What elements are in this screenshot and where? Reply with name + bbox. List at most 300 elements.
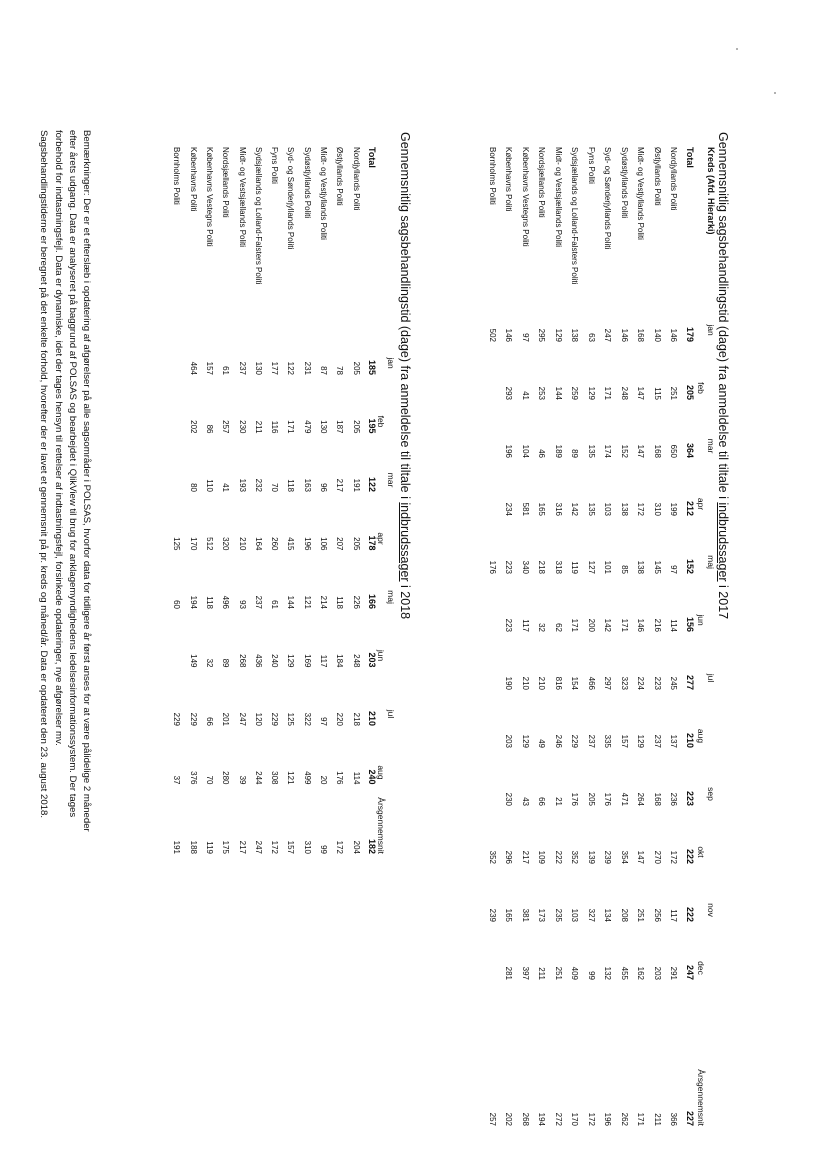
- value-cell: 364: [685, 442, 695, 458]
- remarks-line: efter årets udgang. Data er analyseret på baggrund af POLSAS og bearbejdet i QlikView til brug for anklagemyndighedens ledelsesinformationssystem. Der tages: [66, 130, 78, 818]
- value-cell: 297: [603, 676, 613, 690]
- title-post: i 2018: [398, 581, 412, 620]
- district-row-label: Bornholms Politi: [172, 147, 182, 205]
- value-cell: 237: [587, 734, 596, 748]
- value-cell: 205: [351, 537, 361, 551]
- annual-average-cell: 196: [603, 1112, 613, 1126]
- value-cell: 237: [653, 734, 662, 748]
- value-cell: 139: [587, 850, 596, 864]
- value-cell: 157: [620, 734, 629, 748]
- value-cell: 251: [669, 386, 679, 400]
- value-cell: 295: [537, 328, 547, 342]
- table-2018-title: [398, 132, 412, 619]
- value-cell: 122: [367, 476, 377, 492]
- value-cell: 118: [335, 596, 345, 609]
- annual-average-cell: 188: [188, 840, 198, 854]
- value-cell: 177: [270, 361, 280, 375]
- value-cell: 200: [587, 618, 596, 632]
- value-cell: 152: [685, 558, 695, 574]
- value-cell: 496: [221, 595, 231, 609]
- value-cell: 117: [521, 619, 530, 632]
- value-cell: 89: [570, 449, 580, 458]
- value-cell: 231: [302, 361, 312, 375]
- value-cell: 171: [286, 420, 296, 434]
- month-header-feb: feb: [376, 415, 386, 428]
- month-header-mar: mar: [386, 472, 396, 488]
- title-link-word: indbrudssager: [398, 502, 412, 582]
- district-row-label: Midt- og Vestjyllands Politi: [319, 147, 329, 240]
- title-post: i 2017: [716, 581, 730, 620]
- value-cell: 109: [537, 850, 547, 864]
- value-cell: 218: [351, 712, 361, 726]
- value-cell: 205: [351, 420, 361, 434]
- value-cell: 222: [685, 848, 695, 864]
- annual-average-cell: 202: [504, 1112, 514, 1126]
- value-cell: 455: [620, 966, 629, 980]
- value-cell: 230: [237, 420, 247, 434]
- value-cell: 251: [636, 908, 646, 922]
- value-cell: 178: [367, 535, 377, 551]
- value-cell: 80: [188, 483, 198, 492]
- scan-speck: [736, 48, 738, 50]
- month-header-jul: jul: [706, 673, 716, 683]
- value-cell: 142: [570, 502, 580, 516]
- value-cell: 205: [587, 792, 596, 806]
- value-cell: 116: [270, 420, 280, 434]
- annual-average-cell: 172: [270, 840, 280, 854]
- value-cell: 195: [367, 418, 377, 434]
- value-cell: 149: [188, 654, 198, 668]
- value-cell: 114: [669, 619, 679, 632]
- value-cell: 154: [570, 676, 580, 690]
- value-cell: 229: [570, 734, 580, 748]
- month-header-apr: apr: [376, 532, 386, 545]
- district-row-label: Nordjyllands Politi: [351, 147, 361, 211]
- value-cell: 210: [537, 676, 547, 690]
- value-cell: 223: [653, 676, 662, 690]
- value-cell: 97: [319, 717, 329, 726]
- value-cell: 223: [504, 618, 514, 632]
- annual-average-cell: 170: [570, 1112, 580, 1126]
- value-cell: 60: [172, 600, 182, 609]
- month-header-aug: aug: [696, 728, 706, 744]
- total-row-label: Total: [367, 147, 377, 168]
- value-cell: 96: [319, 483, 329, 492]
- district-row-label: Midt- og Vestjyllands Politi: [636, 147, 646, 240]
- month-header-apr: apr: [696, 497, 706, 511]
- month-header-maj: maj: [706, 555, 716, 569]
- annual-average-cell: 227: [685, 1110, 695, 1126]
- value-cell: 376: [188, 771, 198, 785]
- value-cell: 130: [319, 420, 329, 434]
- month-header-jun: jun: [696, 614, 706, 626]
- value-cell: 234: [504, 502, 514, 516]
- value-cell: 46: [537, 449, 547, 458]
- annual-average-cell: 217: [237, 840, 247, 854]
- value-cell: 245: [669, 676, 679, 690]
- value-cell: 66: [205, 717, 214, 726]
- annual-average-header: Årsgennemsnit: [376, 797, 386, 854]
- table-2017-title: [716, 132, 730, 619]
- district-row-label: Nordsjællands Politi: [537, 147, 547, 218]
- value-cell: 103: [603, 502, 613, 516]
- value-cell: 248: [620, 386, 629, 400]
- scan-speck: [774, 92, 776, 94]
- value-cell: 146: [636, 618, 646, 632]
- value-cell: 121: [286, 771, 296, 785]
- month-header-dec: dec: [696, 961, 706, 975]
- value-cell: 121: [302, 595, 312, 609]
- value-cell: 323: [620, 676, 629, 690]
- value-cell: 171: [603, 386, 613, 400]
- district-row-label: Sydøstjyllands Politi: [620, 147, 629, 219]
- value-cell: 335: [603, 734, 613, 748]
- value-cell: 119: [570, 561, 580, 574]
- value-cell: 264: [636, 792, 646, 806]
- value-cell: 172: [636, 502, 646, 516]
- value-cell: 147: [636, 386, 646, 400]
- value-cell: 205: [351, 361, 361, 375]
- month-header-aug: aug: [376, 765, 386, 780]
- annual-average-cell: 211: [653, 1113, 662, 1126]
- value-cell: 502: [488, 328, 497, 342]
- value-cell: 479: [302, 420, 312, 434]
- value-cell: 310: [653, 502, 662, 516]
- value-cell: 191: [351, 478, 361, 492]
- month-header-maj: maj: [386, 590, 396, 604]
- value-cell: 78: [335, 366, 345, 375]
- value-cell: 130: [253, 361, 263, 375]
- value-cell: 816: [554, 676, 563, 690]
- value-cell: 165: [537, 502, 547, 516]
- annual-average-cell: 172: [587, 1112, 596, 1126]
- value-cell: 208: [620, 908, 629, 922]
- value-cell: 220: [335, 712, 345, 726]
- value-cell: 247: [237, 712, 247, 726]
- annual-average-cell: 175: [221, 840, 231, 854]
- district-row-label: Østjyllands Politi: [335, 147, 345, 206]
- value-cell: 318: [554, 560, 563, 574]
- value-cell: 162: [636, 966, 646, 980]
- value-cell: 235: [554, 908, 563, 922]
- value-cell: 223: [504, 560, 514, 574]
- value-cell: 259: [570, 386, 580, 400]
- value-cell: 232: [253, 478, 263, 492]
- value-cell: 257: [221, 420, 231, 434]
- district-row-label: Københavns Vestegns Politi: [205, 147, 214, 247]
- annual-average-cell: 194: [537, 1112, 547, 1126]
- value-cell: 202: [188, 420, 198, 434]
- annual-average-cell: 172: [335, 840, 345, 854]
- district-row-label: Nordjyllands Politi: [669, 147, 679, 211]
- value-cell: 117: [669, 909, 679, 922]
- value-cell: 93: [237, 600, 247, 609]
- value-cell: 240: [270, 654, 280, 668]
- annual-average-cell: 310: [302, 840, 312, 854]
- value-cell: 222: [554, 850, 563, 864]
- value-cell: 237: [237, 361, 247, 375]
- value-cell: 176: [570, 792, 580, 806]
- value-cell: 146: [669, 328, 679, 342]
- district-row-label: Midt- og Vestsjællands Politi: [237, 147, 247, 248]
- value-cell: 229: [188, 712, 198, 726]
- value-cell: 49: [537, 739, 547, 748]
- value-cell: 185: [367, 359, 377, 375]
- value-cell: 308: [270, 771, 280, 785]
- value-cell: 157: [205, 361, 214, 375]
- value-cell: 32: [537, 623, 547, 632]
- value-cell: 170: [188, 537, 198, 551]
- value-cell: 132: [603, 966, 613, 980]
- value-cell: 244: [253, 771, 263, 785]
- value-cell: 203: [653, 966, 662, 980]
- value-cell: 63: [587, 333, 596, 342]
- value-cell: 650: [669, 444, 679, 458]
- value-cell: 217: [521, 850, 530, 864]
- value-cell: 115: [653, 387, 662, 400]
- value-cell: 173: [537, 908, 547, 922]
- value-cell: 61: [221, 366, 231, 375]
- title-pre: Gennemsnitlig sagsbehandlingstid (dage) fra anmeldelse til tiltale i: [398, 132, 412, 503]
- value-cell: 101: [603, 560, 613, 574]
- value-cell: 147: [636, 850, 646, 864]
- value-cell: 41: [221, 483, 231, 492]
- value-cell: 168: [653, 792, 662, 806]
- value-cell: 20: [319, 775, 329, 785]
- value-cell: 397: [521, 966, 530, 980]
- value-cell: 253: [537, 386, 547, 400]
- value-cell: 230: [504, 792, 514, 806]
- value-cell: 166: [367, 593, 377, 609]
- value-cell: 196: [302, 537, 312, 551]
- value-cell: 189: [554, 444, 563, 458]
- value-cell: 146: [620, 328, 629, 342]
- value-cell: 281: [504, 966, 514, 980]
- value-cell: 291: [669, 966, 679, 980]
- value-cell: 352: [488, 850, 497, 864]
- value-cell: 144: [554, 386, 563, 400]
- value-cell: 464: [188, 361, 198, 375]
- district-row-label: Bornholms Politi: [488, 147, 497, 205]
- value-cell: 247: [685, 964, 695, 980]
- value-cell: 214: [319, 595, 329, 609]
- value-cell: 216: [653, 618, 662, 632]
- value-cell: 86: [205, 424, 214, 434]
- value-cell: 409: [570, 966, 580, 980]
- value-cell: 184: [335, 654, 345, 668]
- value-cell: 120: [253, 712, 263, 726]
- annual-average-header: Årsgennemsnit: [696, 1069, 706, 1126]
- annual-average-cell: 191: [172, 840, 182, 854]
- value-cell: 223: [685, 790, 695, 806]
- value-cell: 125: [172, 537, 182, 551]
- month-header-feb: feb: [696, 382, 706, 394]
- value-cell: 320: [221, 537, 231, 551]
- month-header-nov: nov: [706, 903, 716, 917]
- value-cell: 246: [554, 734, 563, 748]
- value-cell: 70: [205, 775, 214, 785]
- value-cell: 117: [319, 654, 329, 668]
- value-cell: 87: [319, 366, 329, 375]
- value-cell: 203: [367, 652, 377, 668]
- value-cell: 129: [587, 386, 596, 400]
- value-cell: 222: [685, 906, 695, 922]
- value-cell: 194: [188, 595, 198, 609]
- value-cell: 176: [603, 792, 613, 806]
- month-header-jun: jun: [376, 649, 386, 662]
- district-row-label: Midt- og Vestsjællands Politi: [554, 147, 563, 248]
- value-cell: 122: [286, 361, 296, 375]
- annual-average-cell: 204: [351, 840, 361, 854]
- value-cell: 247: [603, 328, 613, 342]
- district-row-label: Syd- og Sønderjyllands Politi: [286, 147, 296, 250]
- remarks-line: Sagsbehandlingstiderne er beregnet på det enkelte forhold, hvorefter der er lavet et gennemsnit på pr. kreds og måned/år. Data er opdateret den 23. august 2018.: [38, 130, 50, 819]
- annual-average-cell: 247: [253, 840, 263, 854]
- value-cell: 37: [172, 775, 182, 785]
- value-cell: 176: [488, 560, 497, 574]
- annual-average-cell: 99: [319, 845, 329, 854]
- value-cell: 316: [554, 502, 563, 516]
- value-cell: 187: [335, 420, 345, 434]
- value-cell: 218: [537, 560, 547, 574]
- value-cell: 163: [302, 478, 312, 492]
- district-row-label: Københavns Politi: [504, 147, 514, 212]
- value-cell: 203: [504, 734, 514, 748]
- value-cell: 174: [603, 444, 613, 458]
- value-cell: 210: [237, 537, 247, 551]
- value-cell: 210: [685, 732, 695, 748]
- value-cell: 145: [653, 560, 662, 574]
- value-cell: 62: [554, 623, 563, 632]
- value-cell: 21: [554, 797, 563, 806]
- annual-average-cell: 182: [367, 838, 377, 854]
- value-cell: 169: [302, 654, 312, 668]
- value-cell: 89: [221, 658, 231, 668]
- value-cell: 205: [685, 384, 695, 400]
- value-cell: 135: [587, 502, 596, 516]
- value-cell: 129: [636, 734, 646, 748]
- value-cell: 268: [237, 654, 247, 668]
- remarks-block: [36, 130, 93, 1160]
- value-cell: 110: [205, 479, 214, 492]
- value-cell: 236: [669, 792, 679, 806]
- district-row-label: Østjyllands Politi: [653, 147, 662, 206]
- annual-average-cell: 268: [521, 1112, 530, 1126]
- value-cell: 156: [685, 616, 695, 632]
- value-cell: 212: [685, 500, 695, 516]
- value-cell: 211: [537, 967, 547, 980]
- remarks-line: Bemærkninger: Der er et efterslæb i opdatering af afgørelser på alle sagsområder i POLSAS, hvorfor data for tidligere år først anses for at være pålidelige 2 måneder: [81, 130, 92, 832]
- district-row-label: Sydsjællands og Lolland-Falsters Politi: [570, 147, 580, 285]
- value-cell: 43: [521, 797, 530, 806]
- annual-average-cell: 366: [669, 1112, 679, 1126]
- value-cell: 240: [367, 769, 377, 785]
- title-link-word: indbrudssager: [716, 502, 730, 582]
- value-cell: 226: [351, 595, 361, 609]
- value-cell: 237: [253, 595, 263, 609]
- value-cell: 114: [351, 771, 361, 785]
- value-cell: 165: [504, 908, 514, 922]
- annual-average-cell: 171: [636, 1112, 646, 1126]
- value-cell: 39: [237, 775, 247, 785]
- value-cell: 168: [636, 328, 646, 342]
- value-cell: 239: [488, 908, 497, 922]
- value-cell: 172: [669, 850, 679, 864]
- value-cell: 85: [620, 565, 629, 574]
- value-cell: 99: [587, 971, 596, 980]
- value-cell: 41: [521, 391, 530, 400]
- value-cell: 129: [521, 734, 530, 748]
- annual-average-cell: 119: [205, 841, 214, 854]
- value-cell: 135: [587, 444, 596, 458]
- district-row-label: Københavns Politi: [188, 147, 198, 212]
- value-cell: 32: [205, 658, 214, 668]
- value-cell: 224: [636, 676, 646, 690]
- value-cell: 138: [636, 560, 646, 574]
- value-cell: 103: [570, 908, 580, 922]
- value-cell: 471: [620, 792, 629, 806]
- value-cell: 138: [570, 328, 580, 342]
- value-cell: 127: [587, 560, 596, 574]
- annual-average-cell: 157: [286, 840, 296, 854]
- value-cell: 106: [319, 537, 329, 551]
- value-cell: 260: [270, 537, 280, 551]
- value-cell: 210: [521, 676, 530, 690]
- value-cell: 217: [335, 478, 345, 492]
- district-row-label: Nordsjællands Politi: [221, 147, 231, 218]
- district-row-label: Sydsjællands og Lolland-Falsters Politi: [253, 147, 263, 285]
- value-cell: 327: [587, 908, 596, 922]
- value-cell: 146: [504, 328, 514, 342]
- annual-average-cell: 257: [488, 1112, 497, 1126]
- value-cell: 138: [620, 502, 629, 516]
- value-cell: 280: [221, 771, 231, 785]
- value-cell: 118: [286, 479, 296, 492]
- value-cell: 211: [253, 420, 263, 434]
- month-header-mar: mar: [706, 438, 716, 454]
- value-cell: 239: [603, 850, 613, 864]
- total-row-label: Total: [685, 147, 695, 168]
- remarks-line: forbehold for indtastningsfejl. Data er dynamiske, idet der tages hensyn til rettelser af indtastningsfejl, forsinkede opdateringer, nye afgørelser mv.: [52, 130, 64, 746]
- value-cell: 199: [669, 502, 679, 516]
- value-cell: 248: [351, 654, 361, 668]
- month-header-jul: jul: [386, 709, 396, 719]
- value-cell: 293: [504, 386, 514, 400]
- value-cell: 176: [335, 771, 345, 785]
- value-cell: 229: [172, 712, 182, 726]
- value-cell: 196: [504, 444, 514, 458]
- district-row-label: Syd- og Sønderjyllands Politi: [603, 147, 613, 250]
- value-cell: 66: [537, 797, 547, 806]
- value-cell: 97: [521, 333, 530, 342]
- value-cell: 190: [504, 676, 514, 690]
- value-cell: 168: [653, 444, 662, 458]
- district-row-label: Sydøstjyllands Politi: [302, 147, 312, 219]
- value-cell: 354: [620, 850, 629, 864]
- title-pre: Gennemsnitlig sagsbehandlingstid (dage) fra anmeldelse til tiltale i: [716, 132, 730, 503]
- value-cell: 125: [286, 712, 296, 726]
- table-2017-label-header: Kreds (Afd. Hierarki): [706, 147, 716, 235]
- district-row-label: Københavns Vestegns Politi: [521, 147, 530, 247]
- value-cell: 210: [367, 710, 377, 726]
- value-cell: 581: [521, 502, 530, 516]
- value-cell: 512: [205, 537, 214, 551]
- value-cell: 137: [669, 734, 679, 748]
- value-cell: 134: [603, 908, 613, 922]
- value-cell: 171: [570, 618, 580, 632]
- value-cell: 229: [270, 712, 280, 726]
- value-cell: 140: [653, 328, 662, 342]
